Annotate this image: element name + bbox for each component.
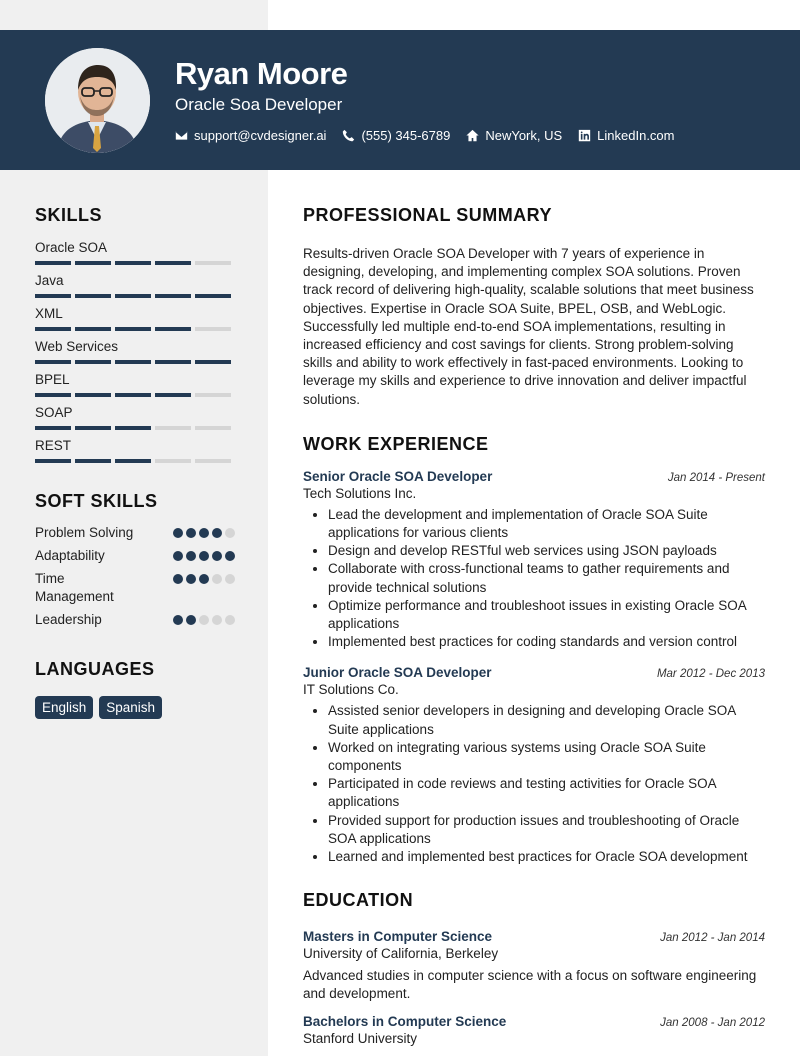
rating-dot [186, 574, 196, 584]
linkedin-icon [578, 129, 591, 142]
candidate-name: Ryan Moore [175, 56, 348, 91]
job-bullet: • Assisted senior developers in designing and developing Oracle SOA Suite applications [328, 702, 765, 738]
skill-level-bar [35, 261, 235, 265]
skill-level-bar [35, 426, 235, 430]
job-company: IT Solutions Co. [303, 682, 399, 698]
experience-heading: WORK EXPERIENCE [303, 433, 489, 454]
soft-skills-list [35, 524, 235, 629]
home-icon [466, 129, 479, 142]
skill-level-segment [195, 261, 231, 265]
rating-dot [173, 574, 183, 584]
education-entry [303, 1014, 765, 1046]
soft-skill-item [35, 524, 235, 542]
education-heading: EDUCATION [303, 890, 414, 911]
skill-item [35, 438, 235, 463]
contact-linkedin-text: LinkedIn.com [597, 128, 675, 143]
rating-dot [212, 574, 222, 584]
skill-level-segment [115, 360, 151, 364]
skill-name: Web Services [35, 339, 119, 354]
language-badge: English [35, 696, 93, 719]
job-bullets [303, 506, 765, 652]
job-bullet: • Learned and implemented best practices for Oracle SOA development [328, 848, 765, 866]
skill-level-bar [35, 393, 235, 397]
skill-level-bar [35, 294, 235, 298]
rating-dot [173, 615, 183, 625]
skill-level-segment [195, 360, 231, 364]
soft-skill-name: Problem Solving [35, 525, 134, 540]
languages-list [35, 696, 235, 719]
profile-photo [45, 48, 150, 153]
soft-skill-name: Time Management [35, 571, 114, 604]
job-bullet: • Worked on integrating various systems using Oracle SOA Suite components [328, 739, 765, 775]
education-school: University of California, Berkeley [303, 946, 499, 962]
job-bullet: • Collaborate with cross-functional teams to gather requirements and provide technical solutions [328, 560, 765, 596]
skill-level-segment [115, 426, 151, 430]
skill-level-segment [35, 294, 71, 298]
skill-level-segment [155, 426, 191, 430]
rating-dot [199, 615, 209, 625]
profile-photo-image [45, 48, 150, 153]
education-description: Advanced studies in computer science with a focus on software engineering and development. [303, 968, 757, 1002]
skill-item [35, 240, 235, 265]
soft-skill-rating [173, 574, 235, 584]
contact-list [175, 128, 675, 143]
job-bullet: • Participated in code reviews and testing activities for Oracle SOA applications [328, 775, 765, 811]
skill-level-segment [195, 459, 231, 463]
skill-level-segment [115, 261, 151, 265]
skill-name: SOAP [35, 405, 73, 420]
skill-item [35, 306, 235, 331]
resume-header [0, 30, 800, 170]
phone-icon [342, 129, 355, 142]
skill-level-segment [115, 459, 151, 463]
rating-dot [186, 528, 196, 538]
skill-level-segment [35, 261, 71, 265]
skill-level-segment [75, 360, 111, 364]
education-header [303, 1014, 765, 1029]
job-bullet: • Optimize performance and troubleshoot issues in existing Oracle SOA applications [328, 597, 765, 633]
skill-name: REST [35, 438, 72, 453]
skill-item [35, 405, 235, 430]
skill-level-segment [75, 426, 111, 430]
education-degree: Masters in Computer Science [303, 929, 493, 945]
rating-dot [225, 574, 235, 584]
contact-email-text: support@cvdesigner.ai [194, 128, 327, 143]
rating-dot [199, 574, 209, 584]
job-bullet: • Design and develop RESTful web services using JSON payloads [328, 542, 765, 560]
rating-dot [173, 551, 183, 561]
education-date: Jan 2008 - Jan 2012 [660, 1016, 765, 1029]
skill-level-segment [75, 459, 111, 463]
rating-dot [199, 528, 209, 538]
job-bullet: • Lead the development and implementation of Oracle SOA Suite applications for various clients [328, 506, 765, 542]
soft-skill-rating [173, 551, 235, 561]
job-company: Tech Solutions Inc. [303, 485, 417, 501]
skill-level-segment [195, 426, 231, 430]
job-title: Senior Oracle SOA Developer [303, 468, 493, 484]
skill-level-segment [35, 393, 71, 397]
job-date: Jan 2014 - Present [667, 471, 765, 484]
contact-location [466, 128, 562, 143]
soft-skill-item [35, 547, 235, 565]
job-bullet: • Implemented best practices for coding standards and version control [328, 633, 765, 651]
skill-level-segment [35, 360, 71, 364]
skill-level-segment [115, 327, 151, 331]
job-header [303, 665, 765, 680]
skill-level-bar [35, 459, 235, 463]
job-entry [303, 665, 765, 866]
skill-level-segment [35, 327, 71, 331]
rating-dot [199, 551, 209, 561]
skill-name: XML [35, 306, 63, 321]
skill-level-segment [195, 327, 231, 331]
education-header [303, 929, 765, 944]
skill-level-segment [75, 294, 111, 298]
skill-item [35, 372, 235, 397]
contact-phone-text: (555) 345-6789 [361, 128, 451, 143]
rating-dot [225, 615, 235, 625]
skill-level-segment [75, 261, 111, 265]
education-school: Stanford University [303, 1030, 418, 1046]
contact-phone[interactable] [342, 128, 450, 143]
skill-level-bar [35, 327, 235, 331]
language-badge: Spanish [99, 696, 162, 719]
rating-dot [212, 615, 222, 625]
summary-text: Results-driven Oracle SOA Developer with 7 years of experience in designing, developing, and implementing complex SOA solutions. Proven track record of delivering high-quality, scalable solutions that meet business objectives. Expertise in Oracle SOA Suite, BPEL, OSB, and WebLogic. Successfully led multiple end-to-end SOA implementations, resulting in increased efficiency and cost savings for clients. Strong problem-solving skills and ability to work effectively in fast-paced environments. Looking to leverage my skills and experience to drive innovation and deliver impactful solutions. [303, 246, 754, 407]
rating-dot [173, 528, 183, 538]
job-entry [303, 469, 765, 652]
skill-level-segment [195, 393, 231, 397]
contact-location-text: NewYork, US [485, 128, 563, 143]
skill-level-segment [155, 327, 191, 331]
skills-list [35, 240, 235, 463]
soft-skill-item [35, 611, 235, 629]
main-content [303, 205, 765, 1046]
skill-level-bar [35, 360, 235, 364]
skill-item [35, 339, 235, 364]
skill-level-segment [155, 294, 191, 298]
soft-skill-rating [173, 615, 235, 625]
job-date: Mar 2012 - Dec 2013 [656, 668, 765, 681]
soft-skill-rating [173, 528, 235, 538]
job-header [303, 469, 765, 484]
skill-level-segment [75, 393, 111, 397]
soft-skill-item [35, 570, 235, 606]
experience-list [303, 469, 765, 866]
summary-heading: PROFESSIONAL SUMMARY [303, 205, 553, 225]
rating-dot [212, 528, 222, 538]
soft-skill-name: Leadership [35, 612, 102, 627]
skill-level-segment [115, 294, 151, 298]
envelope-icon [175, 129, 188, 142]
skills-heading: SKILLS [35, 205, 103, 225]
contact-linkedin[interactable] [578, 128, 674, 143]
education-list [303, 929, 765, 1045]
soft-skills-heading: SOFT SKILLS [35, 491, 158, 511]
soft-skill-name: Adaptability [35, 548, 105, 563]
candidate-title: Oracle Soa Developer [175, 95, 343, 114]
rating-dot [225, 551, 235, 561]
skill-level-segment [155, 459, 191, 463]
skill-item [35, 273, 235, 298]
contact-email[interactable] [175, 128, 326, 143]
rating-dot [225, 528, 235, 538]
skill-name: BPEL [35, 372, 70, 387]
skill-level-segment [35, 426, 71, 430]
job-bullet: • Provided support for production issues and troubleshooting of Oracle SOA applications [328, 812, 765, 848]
skill-name: Oracle SOA [35, 240, 108, 255]
skill-level-segment [155, 360, 191, 364]
rating-dot [186, 615, 196, 625]
skill-level-segment [155, 261, 191, 265]
skill-level-segment [155, 393, 191, 397]
sidebar [35, 205, 235, 719]
skill-level-segment [35, 459, 71, 463]
education-degree: Bachelors in Computer Science [303, 1013, 507, 1029]
skill-level-segment [115, 393, 151, 397]
languages-heading: LANGUAGES [35, 659, 155, 679]
skill-level-segment [195, 294, 231, 298]
skill-name: Java [35, 273, 64, 288]
job-title: Junior Oracle SOA Developer [303, 665, 492, 681]
skill-level-segment [75, 327, 111, 331]
education-entry [303, 929, 765, 1003]
education-date: Jan 2012 - Jan 2014 [660, 932, 765, 945]
rating-dot [212, 551, 222, 561]
rating-dot [186, 551, 196, 561]
job-bullets [303, 702, 765, 866]
